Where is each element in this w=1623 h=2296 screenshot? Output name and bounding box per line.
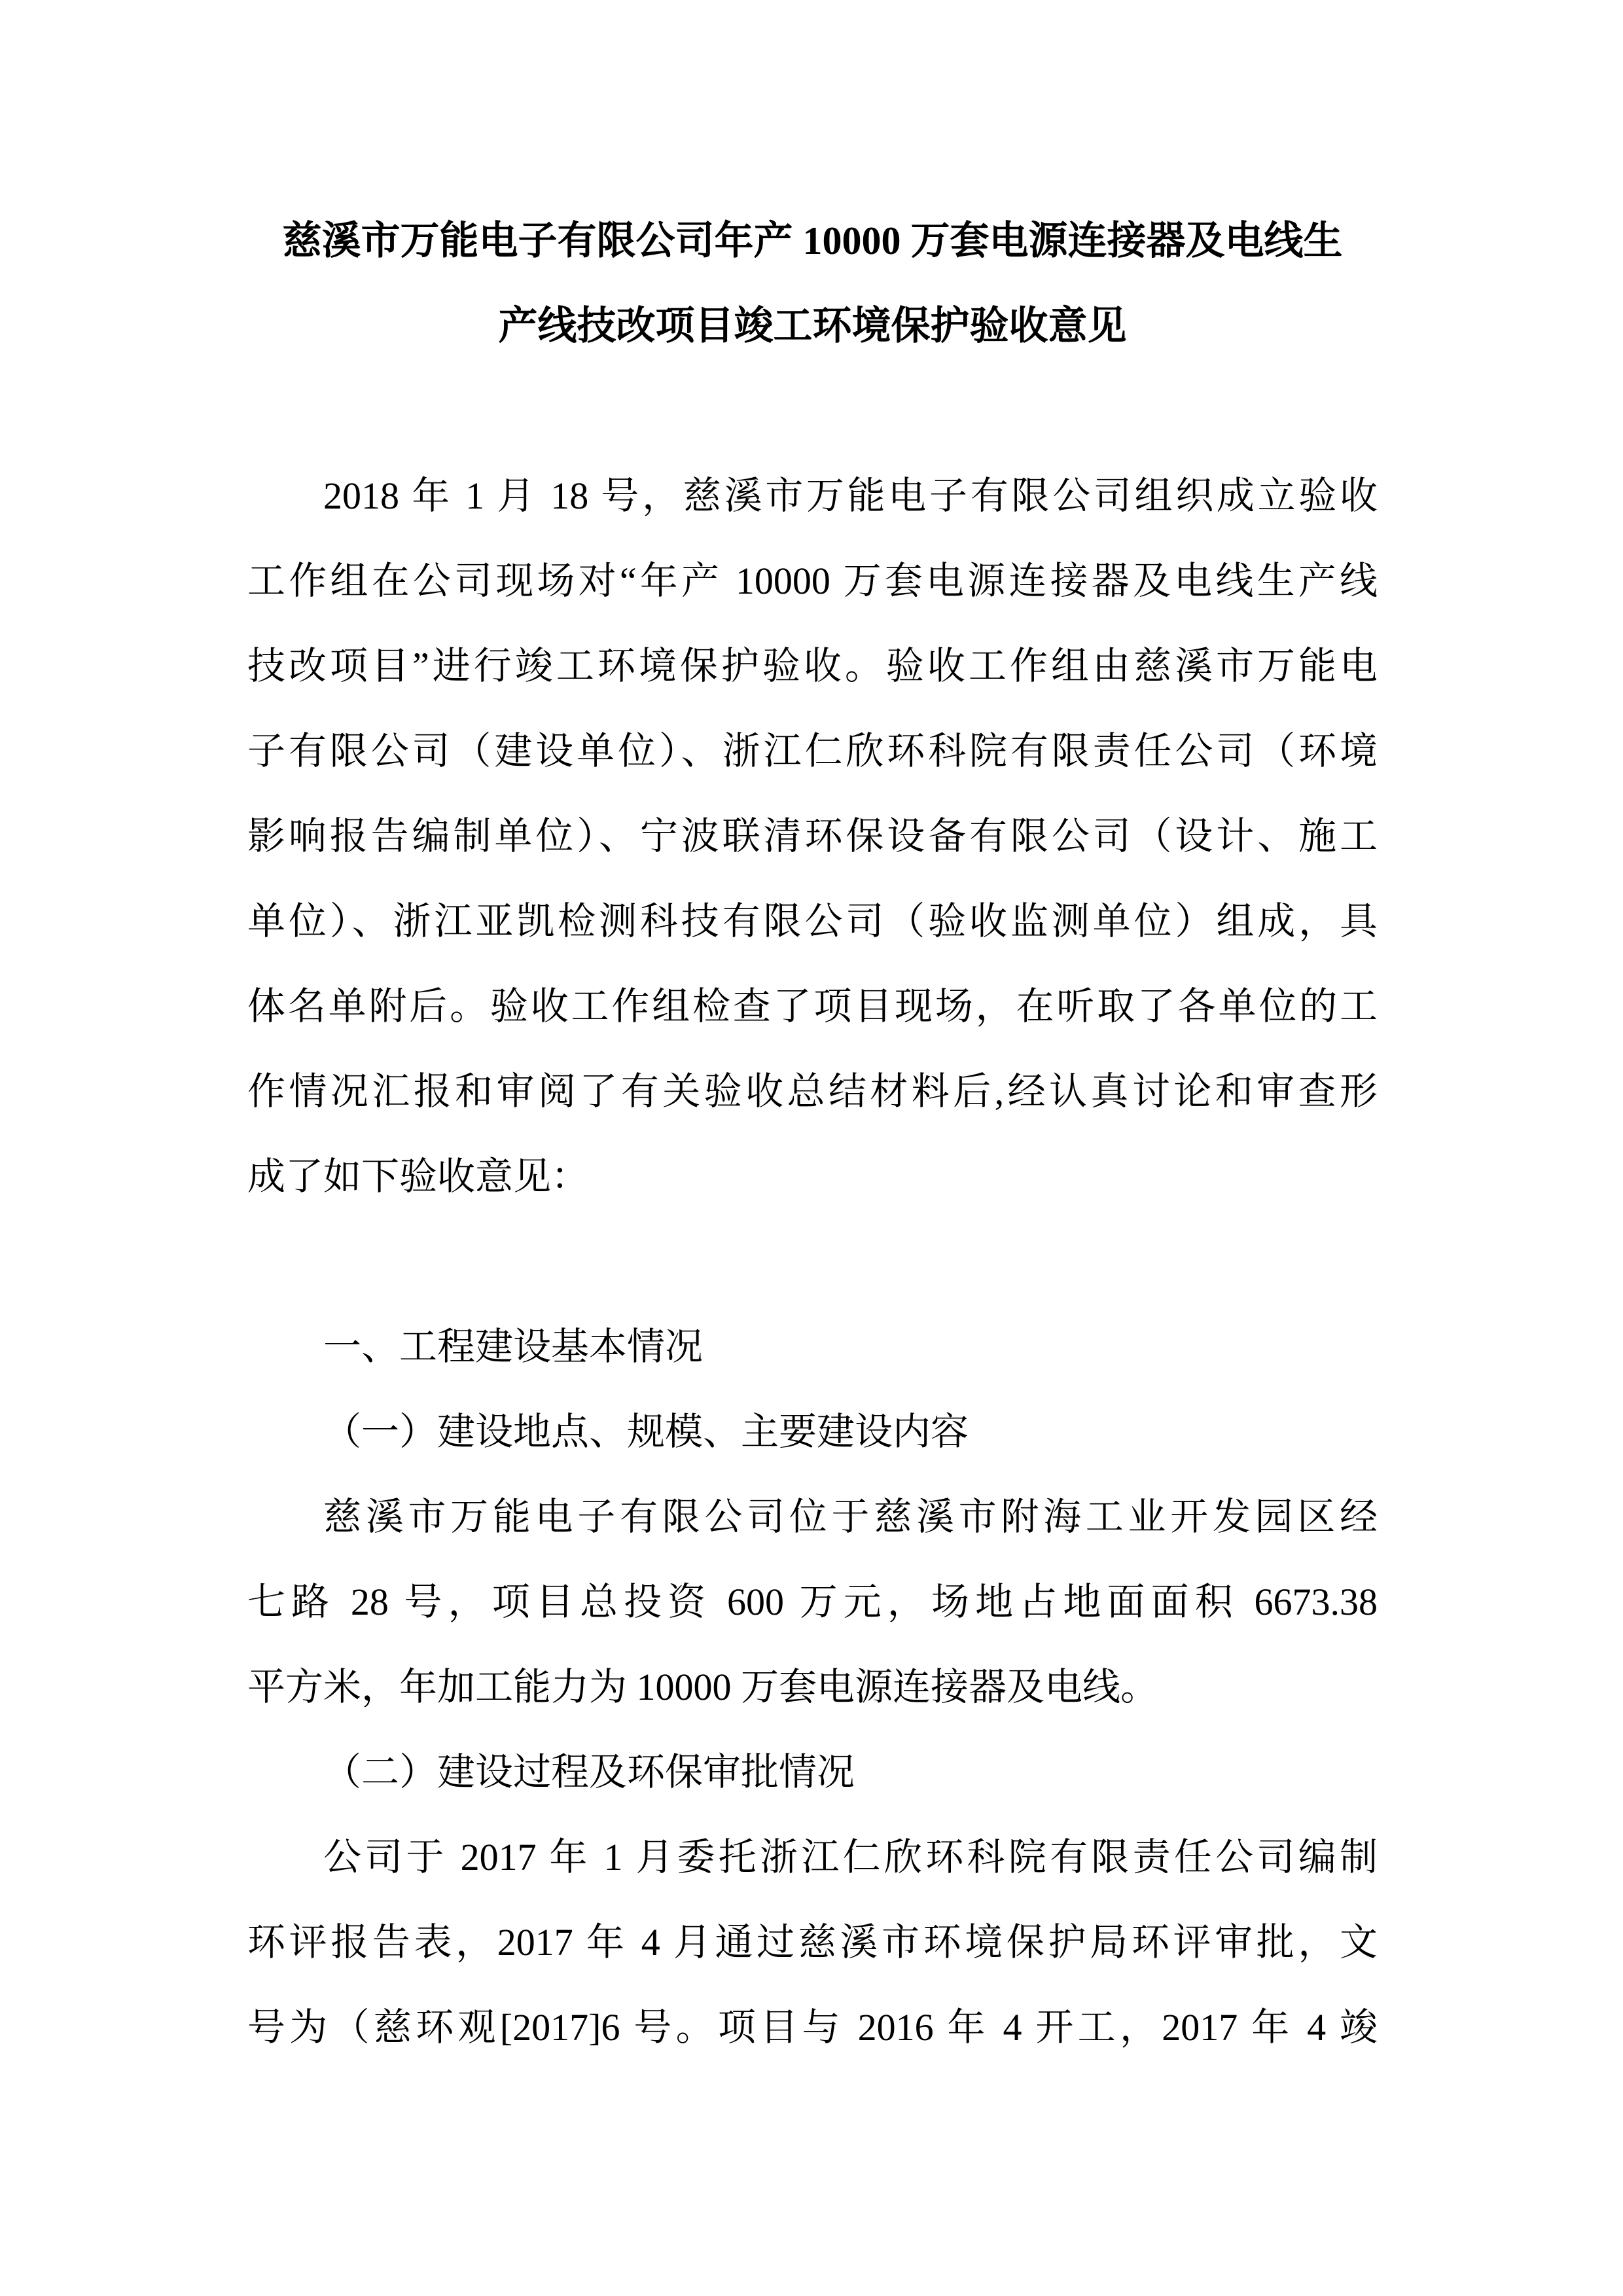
- document-title-line-2: 产线技改项目竣工环境保护验收意见: [498, 304, 1127, 348]
- body-line: 公司于 2017 年 1 月委托浙江仁欣环科院有限责任公司编制: [323, 1836, 1378, 1878]
- body-line: 成了如下验收意见：: [247, 1155, 590, 1198]
- body-line: 单位）、浙江亚凯检测科技有限公司（验收监测单位）组成，具: [247, 900, 1378, 942]
- section-heading: 一、工程建设基本情况: [323, 1325, 704, 1368]
- document-body: [247, 368, 1378, 2070]
- document-title-line-1: 慈溪市万能电子有限公司年产 10000 万套电源连接器及电线生: [282, 219, 1343, 262]
- body-line: 环评报告表，2017 年 4 月通过慈溪市环境保护局环评审批，文: [247, 1921, 1378, 1964]
- blank-line: [247, 1219, 1378, 1304]
- body-line: 七路 28 号，项目总投资 600 万元，场地占地面面积 6673.38: [247, 1581, 1378, 1623]
- section-heading: （二）建设过程及环保审批情况: [323, 1751, 855, 1793]
- body-line: 慈溪市万能电子有限公司位于慈溪市附海工业开发园区经: [323, 1496, 1378, 1538]
- document-content: [247, 198, 1378, 2070]
- body-line: 技改项目”进行竣工环境保护验收。验收工作组由慈溪市万能电: [247, 645, 1378, 687]
- body-line: 工作组在公司现场对“年产 10000 万套电源连接器及电线生产线: [247, 560, 1378, 602]
- body-line: 子有限公司（建设单位）、浙江仁欣环科院有限责任公司（环境: [247, 730, 1378, 772]
- body-line: 影响报告编制单位）、宁波联清环保设备有限公司（设计、施工: [247, 815, 1378, 857]
- body-line: 作情况汇报和审阅了有关验收总结材料后,经认真讨论和审查形: [247, 1070, 1378, 1113]
- body-line: 号为（慈环观[2017]6 号。项目与 2016 年 4 开工，2017 年 4 竣: [247, 2006, 1378, 2049]
- section-heading: （一）建设地点、规模、主要建设内容: [323, 1410, 969, 1453]
- body-line: 平方米，年加工能力为 10000 万套电源连接器及电线。: [247, 1666, 1159, 1708]
- blank-line: [247, 368, 1378, 454]
- body-line: 体名单附后。验收工作组检查了项目现场，在听取了各单位的工: [247, 985, 1378, 1028]
- body-line: 2018 年 1 月 18 号，慈溪市万能电子有限公司组织成立验收: [323, 475, 1378, 517]
